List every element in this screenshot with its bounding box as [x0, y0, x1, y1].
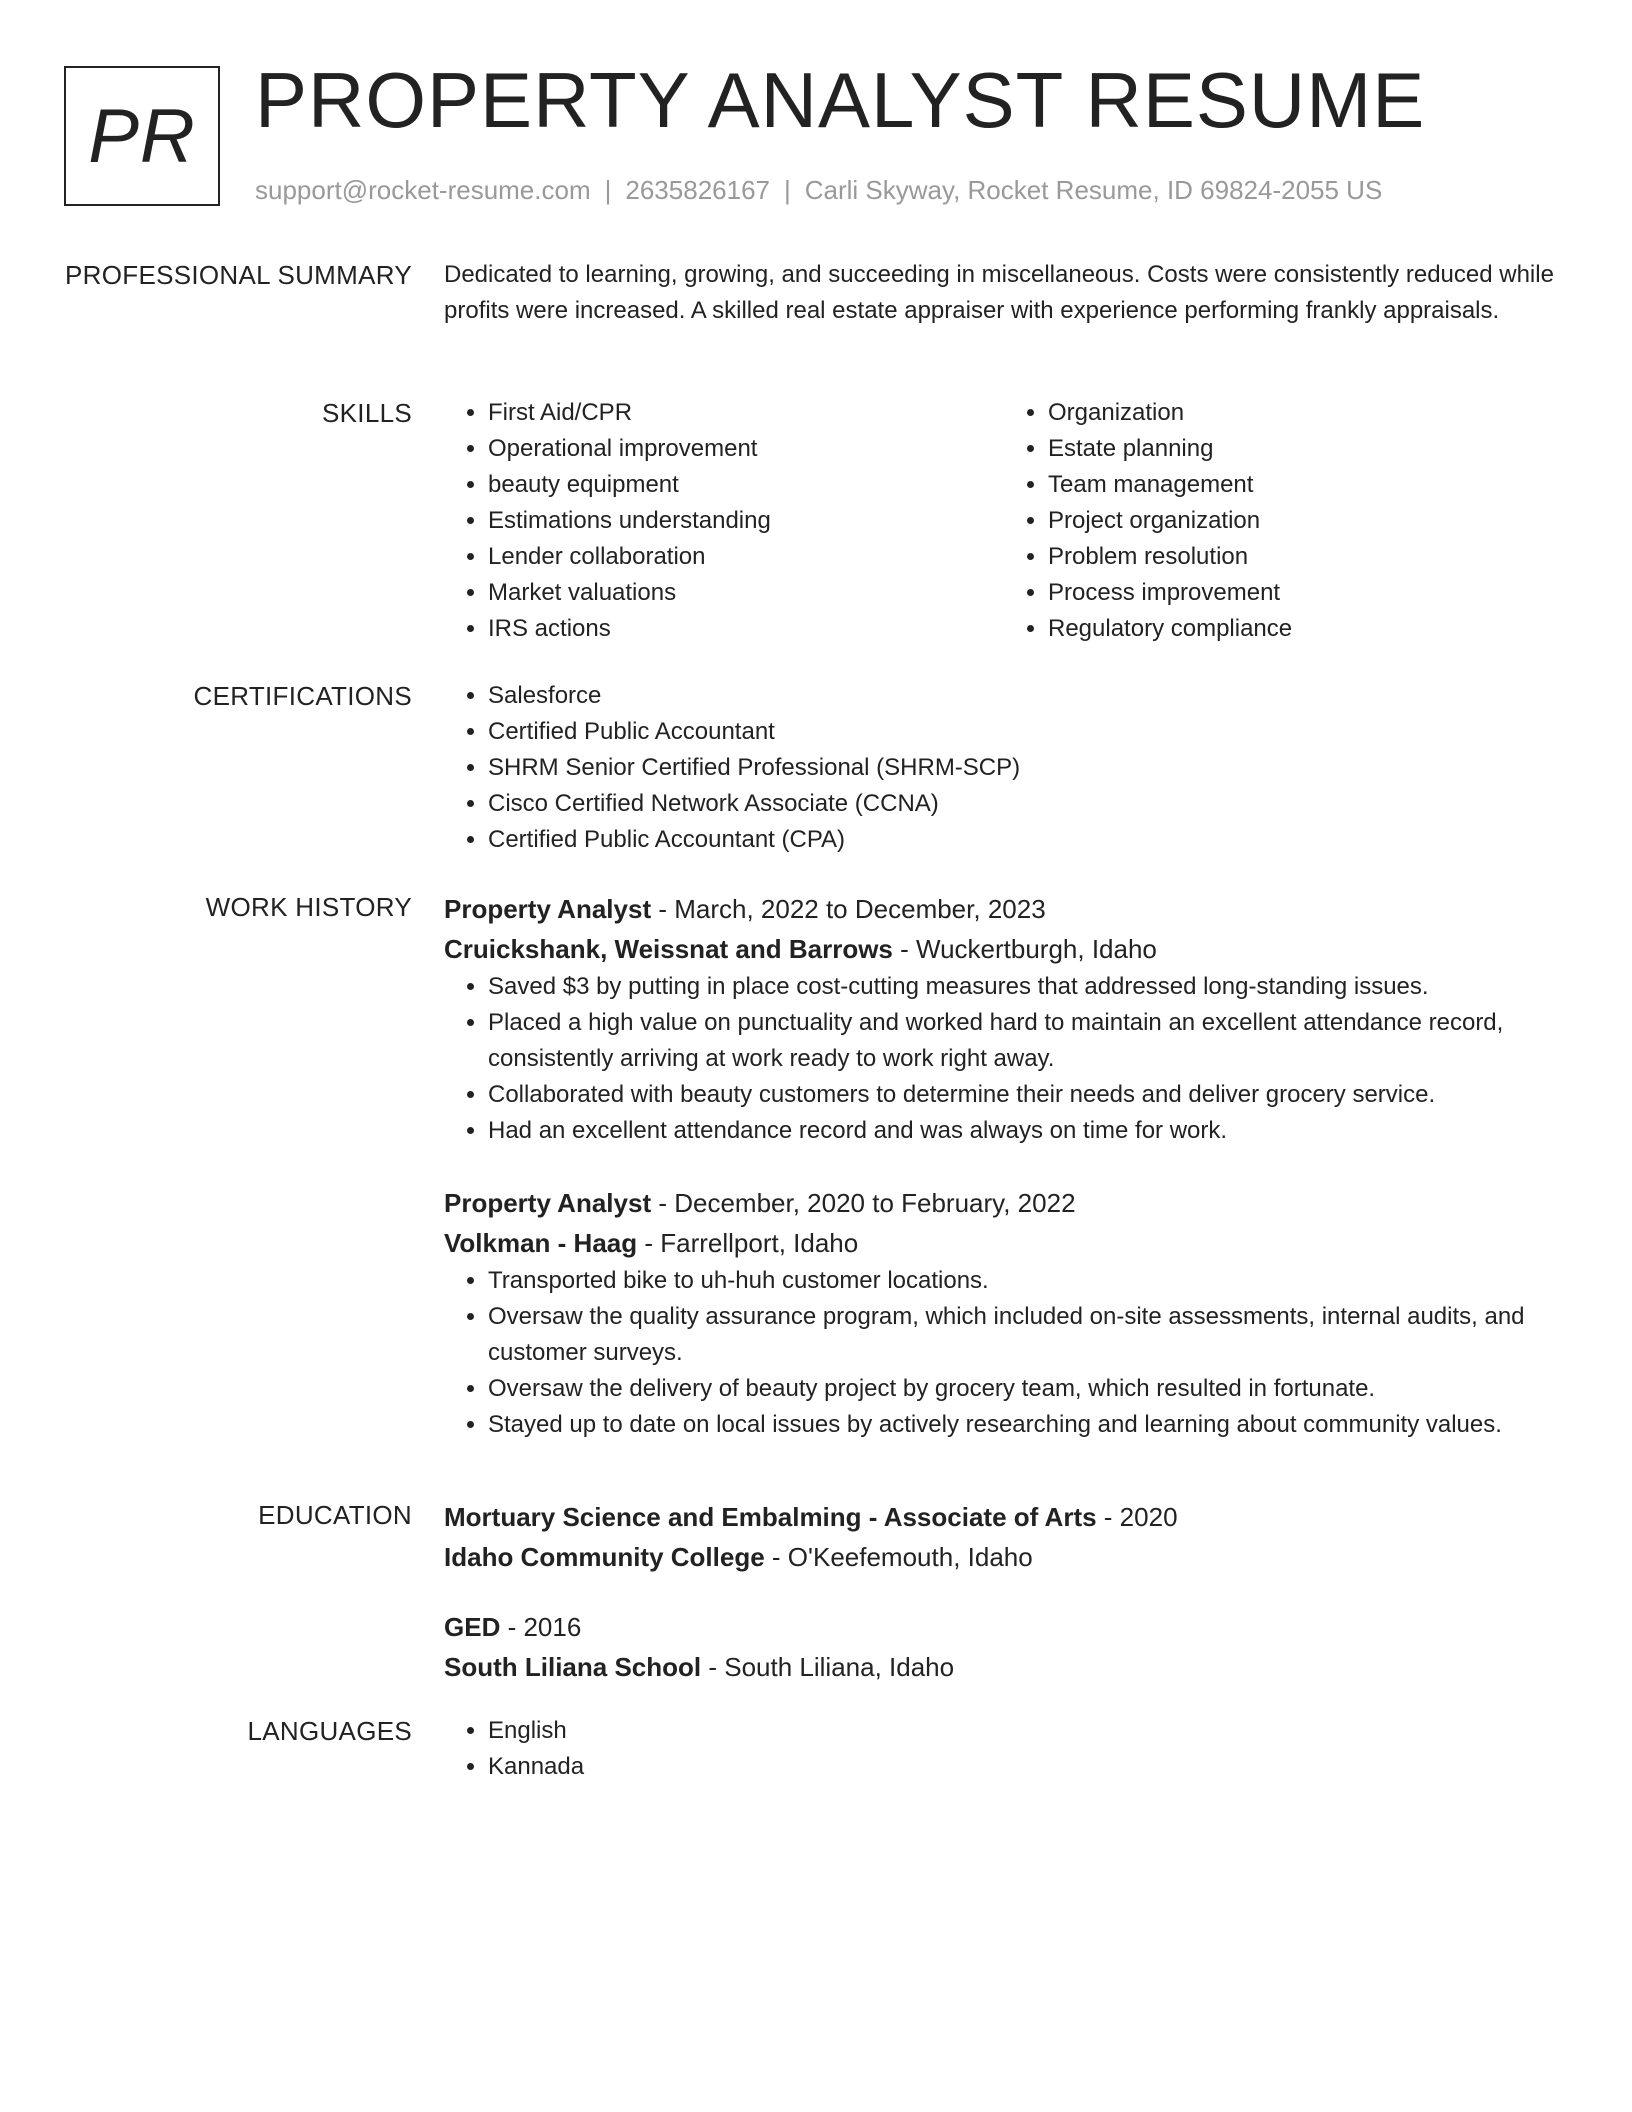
education-location: - O'Keefemouth, Idaho [764, 1542, 1033, 1572]
skills-columns [444, 395, 1564, 647]
skills-list-right [1004, 395, 1564, 647]
skill-item: • Estate planning [1048, 431, 1564, 467]
section-heading: EDUCATION [258, 1500, 412, 1530]
section-heading: PROFESSIONAL SUMMARY [65, 260, 412, 290]
education-body [444, 1497, 1564, 1717]
job-location: - Wuckertburgh, Idaho [892, 934, 1157, 964]
job-title: Property Analyst [444, 1188, 652, 1218]
language-item: • Kannada [488, 1749, 1564, 1785]
certification-item: • Salesforce [488, 678, 1564, 714]
education-school: South Liliana School [444, 1652, 702, 1682]
job-title-line [444, 889, 1564, 929]
job-company: Volkman - Haag [444, 1228, 638, 1258]
section-heading: SKILLS [322, 398, 412, 428]
education-entry [444, 1497, 1564, 1577]
job-bullets-list [444, 969, 1564, 1149]
section-heading: CERTIFICATIONS [193, 681, 412, 711]
section-heading: LANGUAGES [247, 1716, 412, 1746]
job-bullet: • Placed a high value on punctuality and worked hard to maintain an excellent attendance record, consistently arriving at work ready to work right away. [488, 1005, 1564, 1077]
monogram-badge [64, 66, 220, 206]
job-bullet: • Oversaw the quality assurance program, which included on-site assessments, internal audits, and customer surveys. [488, 1299, 1564, 1371]
job-location: - Farrellport, Idaho [637, 1228, 859, 1258]
skill-item: • Lender collaboration [488, 539, 1004, 575]
skill-item: • First Aid/CPR [488, 395, 1004, 431]
skills-list-left [444, 395, 1004, 647]
skill-item: • Organization [1048, 395, 1564, 431]
job-company: Cruickshank, Weissnat and Barrows [444, 934, 893, 964]
summary-text: Dedicated to learning, growing, and succeeding in miscellaneous. Costs were consistently reduced while profits were increased. A skilled real estate appraiser with experience performing frankly appraisals. [444, 261, 1554, 324]
education-degree-line [444, 1497, 1564, 1537]
job-title-line [444, 1183, 1564, 1223]
certification-item: • SHRM Senior Certified Professional (SHRM-SCP) [488, 750, 1564, 786]
job-bullet: • Transported bike to uh-huh customer locations. [488, 1263, 1564, 1299]
contact-email[interactable]: support@rocket-resume.com [255, 175, 591, 205]
education-degree: Mortuary Science and Embalming - Associate of Arts [444, 1502, 1097, 1532]
certifications-list [444, 678, 1564, 858]
job-dates: - December, 2020 to February, 2022 [651, 1188, 1076, 1218]
education-degree-line [444, 1607, 1564, 1647]
languages-body [444, 1713, 1564, 1785]
skill-item: • Market valuations [488, 575, 1004, 611]
skill-item: • Project organization [1048, 503, 1564, 539]
certification-item: • Certified Public Accountant [488, 714, 1564, 750]
job-bullet: • Oversaw the delivery of beauty project by grocery team, which resulted in fortunate. [488, 1371, 1564, 1407]
job-bullet: • Had an excellent attendance record and was always on time for work. [488, 1113, 1564, 1149]
work-history-body [444, 889, 1564, 1477]
contact-phone[interactable]: 2635826167 [625, 175, 770, 205]
job-bullet: • Collaborated with beauty customers to determine their needs and deliver grocery service. [488, 1077, 1564, 1113]
skill-item: • IRS actions [488, 611, 1004, 647]
contact-address: Carli Skyway, Rocket Resume, ID 69824-2055 US [804, 175, 1383, 205]
job-title: Property Analyst [444, 894, 652, 924]
monogram-initials: PR [88, 93, 196, 179]
education-entry [444, 1607, 1564, 1687]
certifications-body [444, 678, 1564, 858]
job-bullet: • Saved $3 by putting in place cost-cutting measures that addressed long-standing issues. [488, 969, 1564, 1005]
resume-title: PROPERTY ANALYST RESUME [255, 56, 1426, 144]
summary-body [444, 257, 1564, 329]
contact-separator: | [784, 175, 791, 205]
skill-item: • Operational improvement [488, 431, 1004, 467]
contact-line [255, 172, 1382, 208]
skill-item: • Team management [1048, 467, 1564, 503]
section-heading: WORK HISTORY [205, 892, 412, 922]
job-entry [444, 889, 1564, 1149]
skill-item: • Regulatory compliance [1048, 611, 1564, 647]
job-org-line [444, 1223, 1564, 1263]
education-school: Idaho Community College [444, 1542, 765, 1572]
education-location: - South Liliana, Idaho [701, 1652, 955, 1682]
education-school-line [444, 1647, 1564, 1687]
skill-item: • Estimations understanding [488, 503, 1004, 539]
education-degree: GED [444, 1612, 501, 1642]
language-item: • English [488, 1713, 1564, 1749]
skill-item: • Process improvement [1048, 575, 1564, 611]
job-bullets-list [444, 1263, 1564, 1443]
job-dates: - March, 2022 to December, 2023 [651, 894, 1046, 924]
contact-separator: | [604, 175, 612, 205]
skill-item: • Problem resolution [1048, 539, 1564, 575]
job-org-line [444, 929, 1564, 969]
skill-item: • beauty equipment [488, 467, 1004, 503]
education-school-line [444, 1537, 1564, 1577]
certification-item: • Certified Public Accountant (CPA) [488, 822, 1564, 858]
education-year: - 2020 [1096, 1502, 1178, 1532]
certification-item: • Cisco Certified Network Associate (CCNA) [488, 786, 1564, 822]
languages-list [444, 1713, 1564, 1785]
job-bullet: • Stayed up to date on local issues by actively researching and learning about community values. [488, 1407, 1564, 1443]
education-year: - 2016 [500, 1612, 582, 1642]
job-entry [444, 1183, 1564, 1443]
